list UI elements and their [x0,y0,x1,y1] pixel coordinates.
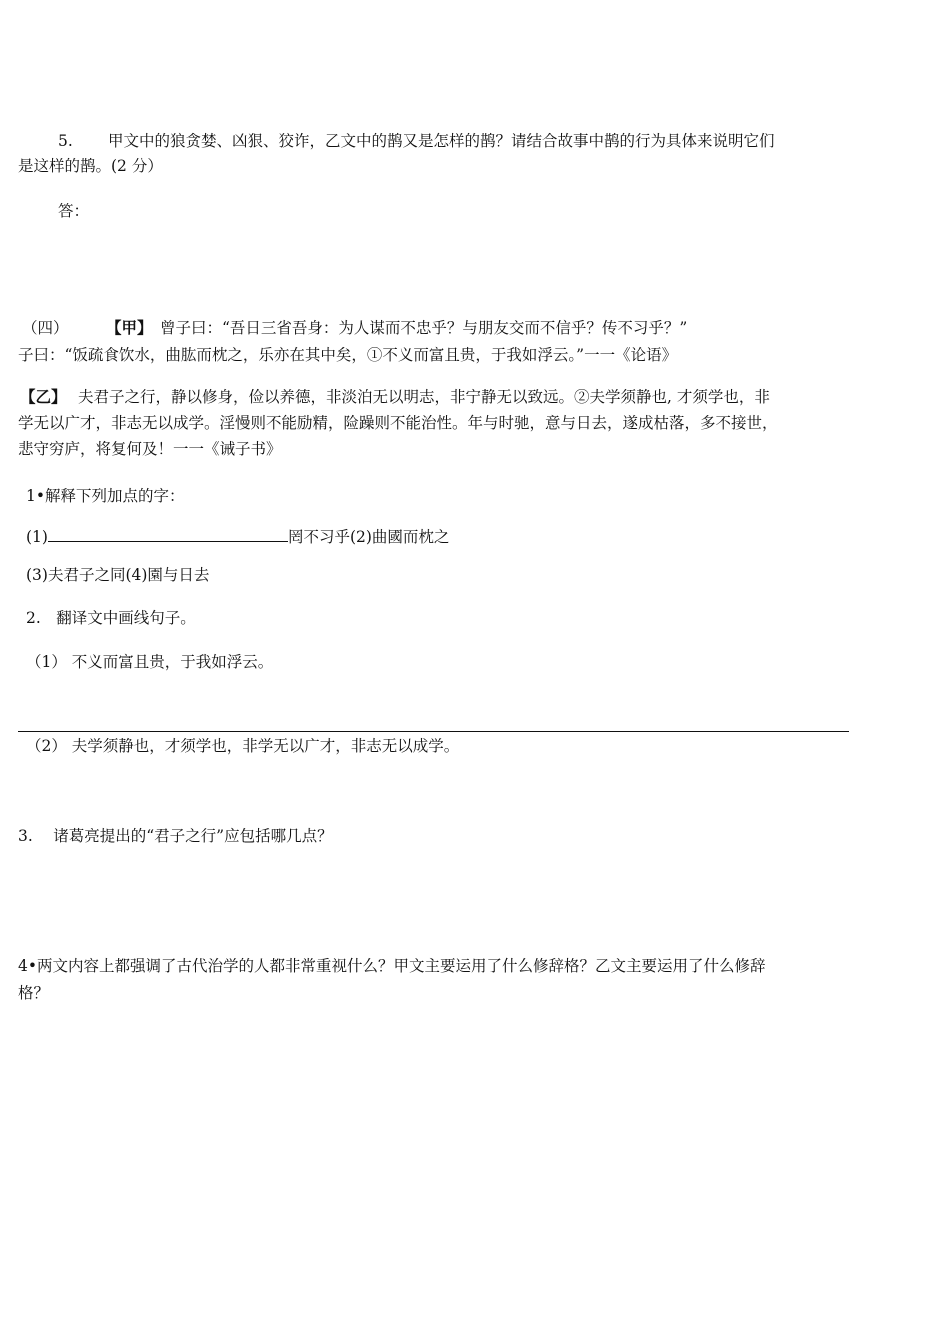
q1-line-b: (3)夫君子之同(4)園与日去 [26,566,210,584]
q1-a-prefix: (1) [26,528,48,546]
q4-line2: 格？ [18,984,50,1002]
q4-line1: 4•两文内容上都强调了古代治学的人都非常重视什么？甲文主要运用了什么修辞格？乙文主要运用了什么修辞 [18,957,766,975]
q5-answer-label: 答： [58,202,90,220]
yi-line1: 夫君子之行，静以修身，俭以养德，非淡泊无以明志，非宁静无以致远。②夫学须静也, 才须学也，非 [78,388,770,406]
q2-item-1: （1） 不义而富且贵，于我如浮云。 [26,653,274,671]
q2-title: 2. 翻译文中画线句子。 [26,609,196,627]
q5-line1: 甲文中的狼贪婪、凶狠、狡诈，乙文中的鹊又是怎样的鹊？请结合故事中鹊的行为具体来说明它们 [108,132,775,150]
yi-tag: 【乙】 [20,387,67,406]
q2-answer-line[interactable] [18,731,849,732]
q2-item-2: （2） 夫学须静也，才须学也，非学无以广才，非志无以成学。 [26,737,460,755]
section4-label: （四） [22,319,69,337]
jia-line1: 曾子曰：“吾日三省吾身：为人谋而不忠乎？与朋友交而不信乎？传不习乎？” [160,319,688,337]
jia-line2: 子曰：“饭疏食饮水，曲肱而枕之，乐亦在其中矣，①不义而富且贵，于我如浮云。”一一《论语》 [18,346,678,364]
q1-title: 1•解释下列加点的字： [26,487,185,505]
yi-line3: 悲守穷庐，将复何及！一一《诫子书》 [18,440,282,458]
q1-line-a [26,525,449,548]
jia-tag: 【甲】 [106,318,153,337]
q1-answer-blank[interactable] [48,525,288,542]
q5-number: 5. [58,132,73,150]
q1-a-rest: 罔不习乎(2)曲國而枕之 [287,528,450,546]
yi-line2: 学无以广才，非志无以成学。淫慢则不能励精，险躁则不能治性。年与时驰，意与日去，遂成枯落，多不接世， [18,414,778,432]
q3-text: 3. 诸葛亮提出的“君子之行”应包括哪几点？ [18,827,333,845]
q5-line2: 是这样的鹊。(2 分） [18,157,163,175]
